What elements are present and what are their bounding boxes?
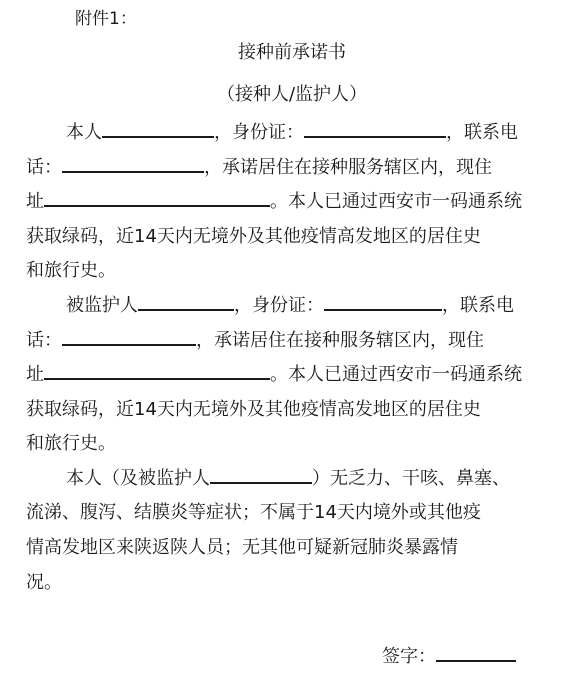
ward-line-4: 获取绿码，近14天内无境外及其他疫情高发地区的居住史 <box>26 399 481 420</box>
signature-label: 签字： <box>382 646 436 667</box>
ward-tel-label: ，联系电 <box>442 295 514 316</box>
signature-field[interactable] <box>436 640 516 662</box>
health-line-1 <box>26 462 584 496</box>
ward-line-2 <box>26 324 584 358</box>
ward-line-1 <box>26 289 584 323</box>
self-id-label: ，身份证： <box>214 122 304 143</box>
self-name-field[interactable] <box>102 116 214 138</box>
self-greencode-text: 。本人已通过西安市一码通系统 <box>270 191 522 212</box>
health-text-b: ）无乏力、干咳、鼻塞、 <box>312 468 510 489</box>
ward-greencode-text: 。本人已通过西安市一码通系统 <box>270 364 522 385</box>
self-line-3 <box>26 185 584 219</box>
self-address-field[interactable] <box>44 185 270 207</box>
ward-tel-field[interactable] <box>62 324 196 346</box>
ward-name-field-2[interactable] <box>210 462 312 484</box>
self-line-1 <box>26 116 584 150</box>
ward-name-field[interactable] <box>138 289 234 311</box>
self-line-4: 获取绿码，近14天内无境外及其他疫情高发地区的居住史 <box>26 226 481 247</box>
document-subtitle: （接种人/监护人） <box>216 84 368 105</box>
self-residence-text: ，承诺居住在接种服务辖区内，现住 <box>204 157 492 178</box>
health-text-a: 本人（及被监护人 <box>66 468 210 489</box>
self-tel-label: ，联系电 <box>446 122 518 143</box>
ward-line-3 <box>26 358 584 392</box>
ward-id-field[interactable] <box>324 289 442 311</box>
self-address-label: 址 <box>26 191 44 212</box>
self-line-2 <box>26 151 584 185</box>
self-tel-label-cont: 话： <box>26 157 62 178</box>
health-line-2: 流涕、腹泻、结膜炎等症状；不属于14天内境外或其他疫 <box>26 502 481 523</box>
signature-line <box>382 640 582 674</box>
attachment-label: 附件1： <box>75 9 137 29</box>
ward-residence-text: ，承诺居住在接种服务辖区内，现住 <box>196 330 484 351</box>
health-line-3: 情高发地区来陕返陕人员；无其他可疑新冠肺炎暴露情 <box>26 537 458 558</box>
ward-address-field[interactable] <box>44 358 270 380</box>
ward-name-label: 被监护人 <box>66 295 138 316</box>
self-name-label: 本人 <box>66 122 102 143</box>
ward-address-label: 址 <box>26 364 44 385</box>
health-line-4: 况。 <box>26 572 62 593</box>
self-line-5: 和旅行史。 <box>26 260 116 281</box>
ward-tel-label-cont: 话： <box>26 330 62 351</box>
self-tel-field[interactable] <box>62 151 204 173</box>
ward-id-label: ，身份证： <box>234 295 324 316</box>
self-id-field[interactable] <box>304 116 446 138</box>
document-title: 接种前承诺书 <box>238 42 346 63</box>
ward-line-5: 和旅行史。 <box>26 433 116 454</box>
